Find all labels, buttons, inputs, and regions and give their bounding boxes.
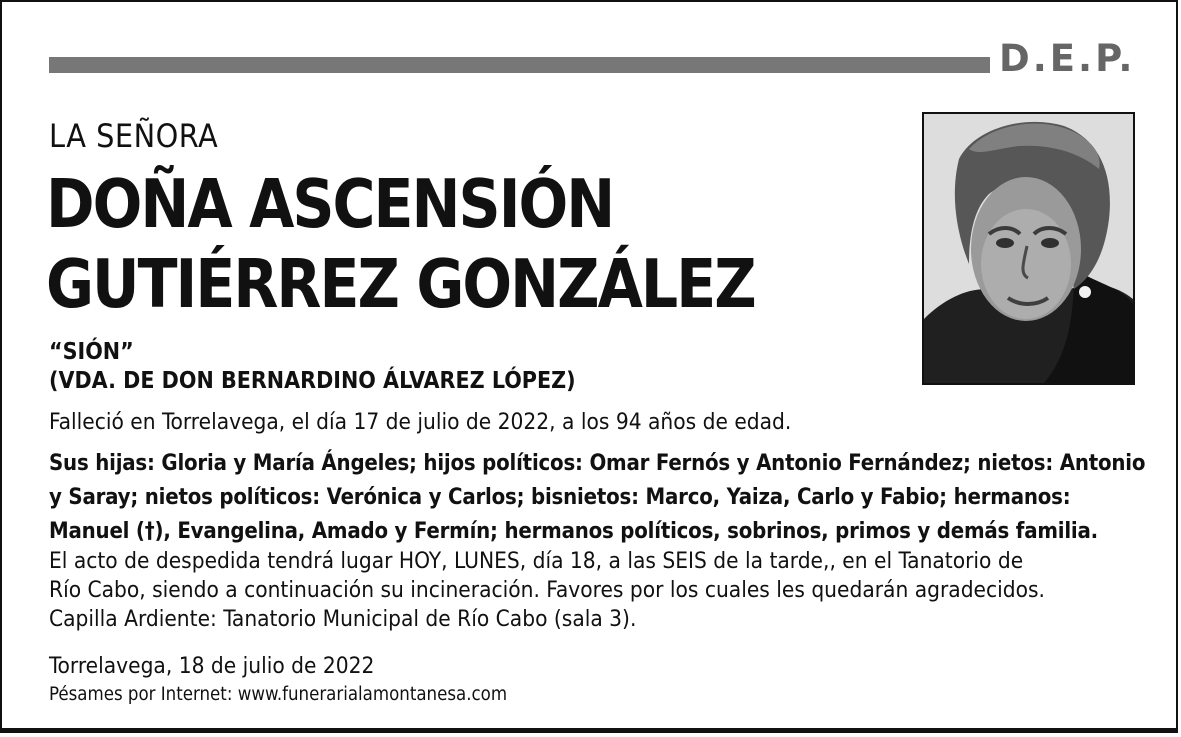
condolences-website: Pésames por Internet: www.funerarialamontanesa.com [49, 684, 508, 705]
family-line: y Saray; nietos políticos: Verónica y Carlos; bisnietos: Marco, Yaiza, Carlo y Fabio; hermanos: [49, 485, 1071, 510]
ceremony-line: Río Cabo, siendo a continuación su incineración. Favores por los cuales les quedarán agradecidos. [49, 577, 1045, 603]
family-notice [49, 447, 1145, 549]
ceremony-notice [49, 547, 1045, 634]
family-line: Manuel (†), Evangelina, Amado y Fermín; hermanos políticos, sobrinos, primos y demás familia. [49, 519, 1098, 544]
header-rule [49, 57, 990, 73]
nickname: “SIÓN” [49, 339, 134, 365]
deceased-name-line-1: DOÑA ASCENSIÓN [46, 165, 614, 243]
dep-heading: D.E.P. [999, 37, 1136, 80]
ceremony-line: El acto de despedida tendrá lugar HOY, LUNES, día 18, a las SEIS de la tarde,, en el Tanatorio de [49, 548, 1024, 574]
ceremony-line: Capilla Ardiente: Tanatorio Municipal de Río Cabo (sala 3). [49, 606, 637, 632]
place-and-date: Torrelavega, 18 de julio de 2022 [49, 653, 375, 679]
portrait-photo [922, 112, 1135, 385]
honorific: LA SEÑORA [49, 117, 219, 155]
death-notice: Falleció en Torrelavega, el día 17 de julio de 2022, a los 94 años de edad. [49, 409, 792, 435]
family-line: Sus hijas: Gloria y María Ángeles; hijos políticos: Omar Fernós y Antonio Fernández; nietos: Antonio [49, 451, 1146, 476]
portrait-image [924, 114, 1133, 383]
deceased-name-line-2: GUTIÉRREZ GONZÁLEZ [46, 245, 755, 323]
widow-of: (VDA. DE DON BERNARDINO ÁLVAREZ LÓPEZ) [49, 368, 576, 394]
